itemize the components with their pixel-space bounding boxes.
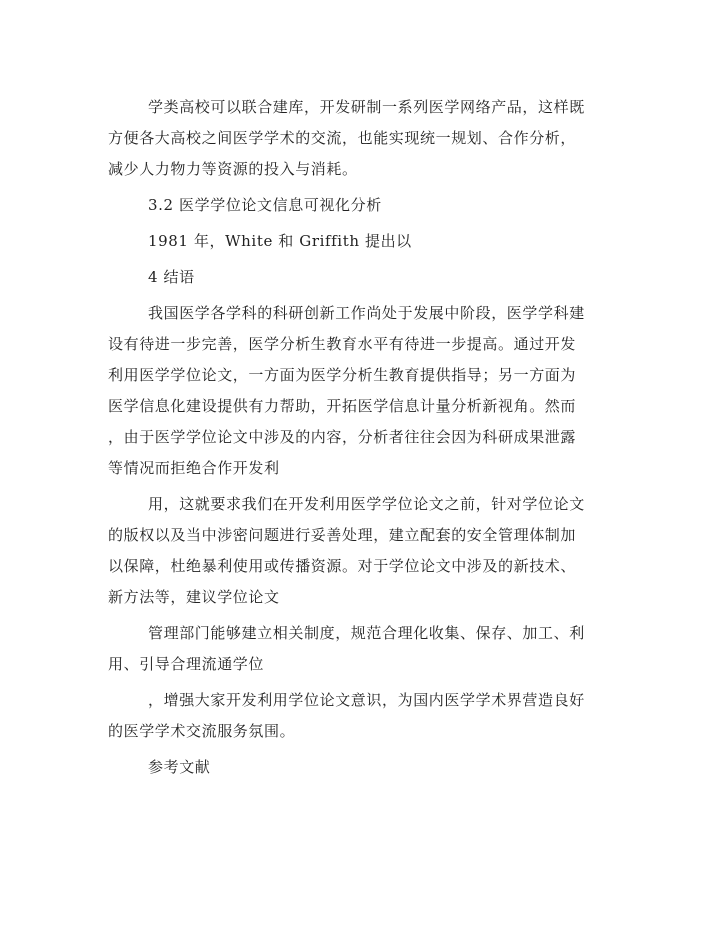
document-page (108, 92, 618, 788)
section-heading-3-2: 3.2 医学学位论文信息可视化分析 (148, 196, 382, 214)
text-line: 我国医学各学科的科研创新工作尚处于发展中阶段，医学学科建 (148, 304, 585, 322)
section-heading-references: 参考文献 (148, 758, 211, 776)
text-line: 新方法等，建议学位论文 (108, 588, 280, 606)
text-line: 管理部门能够建立相关制度，规范合理化收集、保存、加工、利 (148, 624, 585, 642)
text-line: 以保障，杜绝暴利使用或传播资源。对于学位论文中涉及的新技术、 (108, 557, 577, 575)
text-white-griffith: 1981 年，White 和 Griffith 提出以 (148, 232, 412, 250)
text-line: 学类高校可以联合建库，开发研制一系列医学网络产品，这样既 (148, 98, 585, 116)
text-line: 方便各大高校之间医学学术的交流，也能实现统一规划、合作分析， (108, 129, 577, 147)
paragraph-intro (108, 92, 618, 185)
section-heading-conclusion: 4 结语 (148, 268, 195, 286)
text-line: 的医学学术交流服务氛围。 (108, 722, 296, 740)
paragraph-conclusion-2 (108, 489, 618, 613)
paragraph-conclusion-1 (108, 298, 618, 484)
text-line: 用、引导合理流通学位 (108, 655, 265, 673)
text-line: 利用医学学位论文，一方面为医学分析生教育提供指导；另一方面为 (108, 366, 577, 384)
paragraph-conclusion-3 (108, 618, 618, 680)
text-line: 减少人力物力等资源的投入与消耗。 (108, 160, 358, 178)
text-line: 设有待进一步完善，医学分析生教育水平有待进一步提高。通过开发 (108, 335, 577, 353)
paragraph-conclusion-4 (108, 685, 618, 747)
text-line: 用，这就要求我们在开发利用医学学位论文之前，针对学位论文 (148, 495, 585, 513)
text-line: 的版权以及当中涉密问题进行妥善处理，建立配套的安全管理体制加 (108, 526, 577, 544)
text-line: 医学信息化建设提供有力帮助，开拓医学信息计量分析新视角。然而 (108, 397, 577, 415)
text-line: ，由于医学学位论文中涉及的内容，分析者往往会因为科研成果泄露 (108, 428, 577, 446)
text-line: 等情况而拒绝合作开发利 (108, 459, 280, 477)
text-line: ，增强大家开发利用学位论文意识，为国内医学学术界营造良好 (148, 691, 585, 709)
